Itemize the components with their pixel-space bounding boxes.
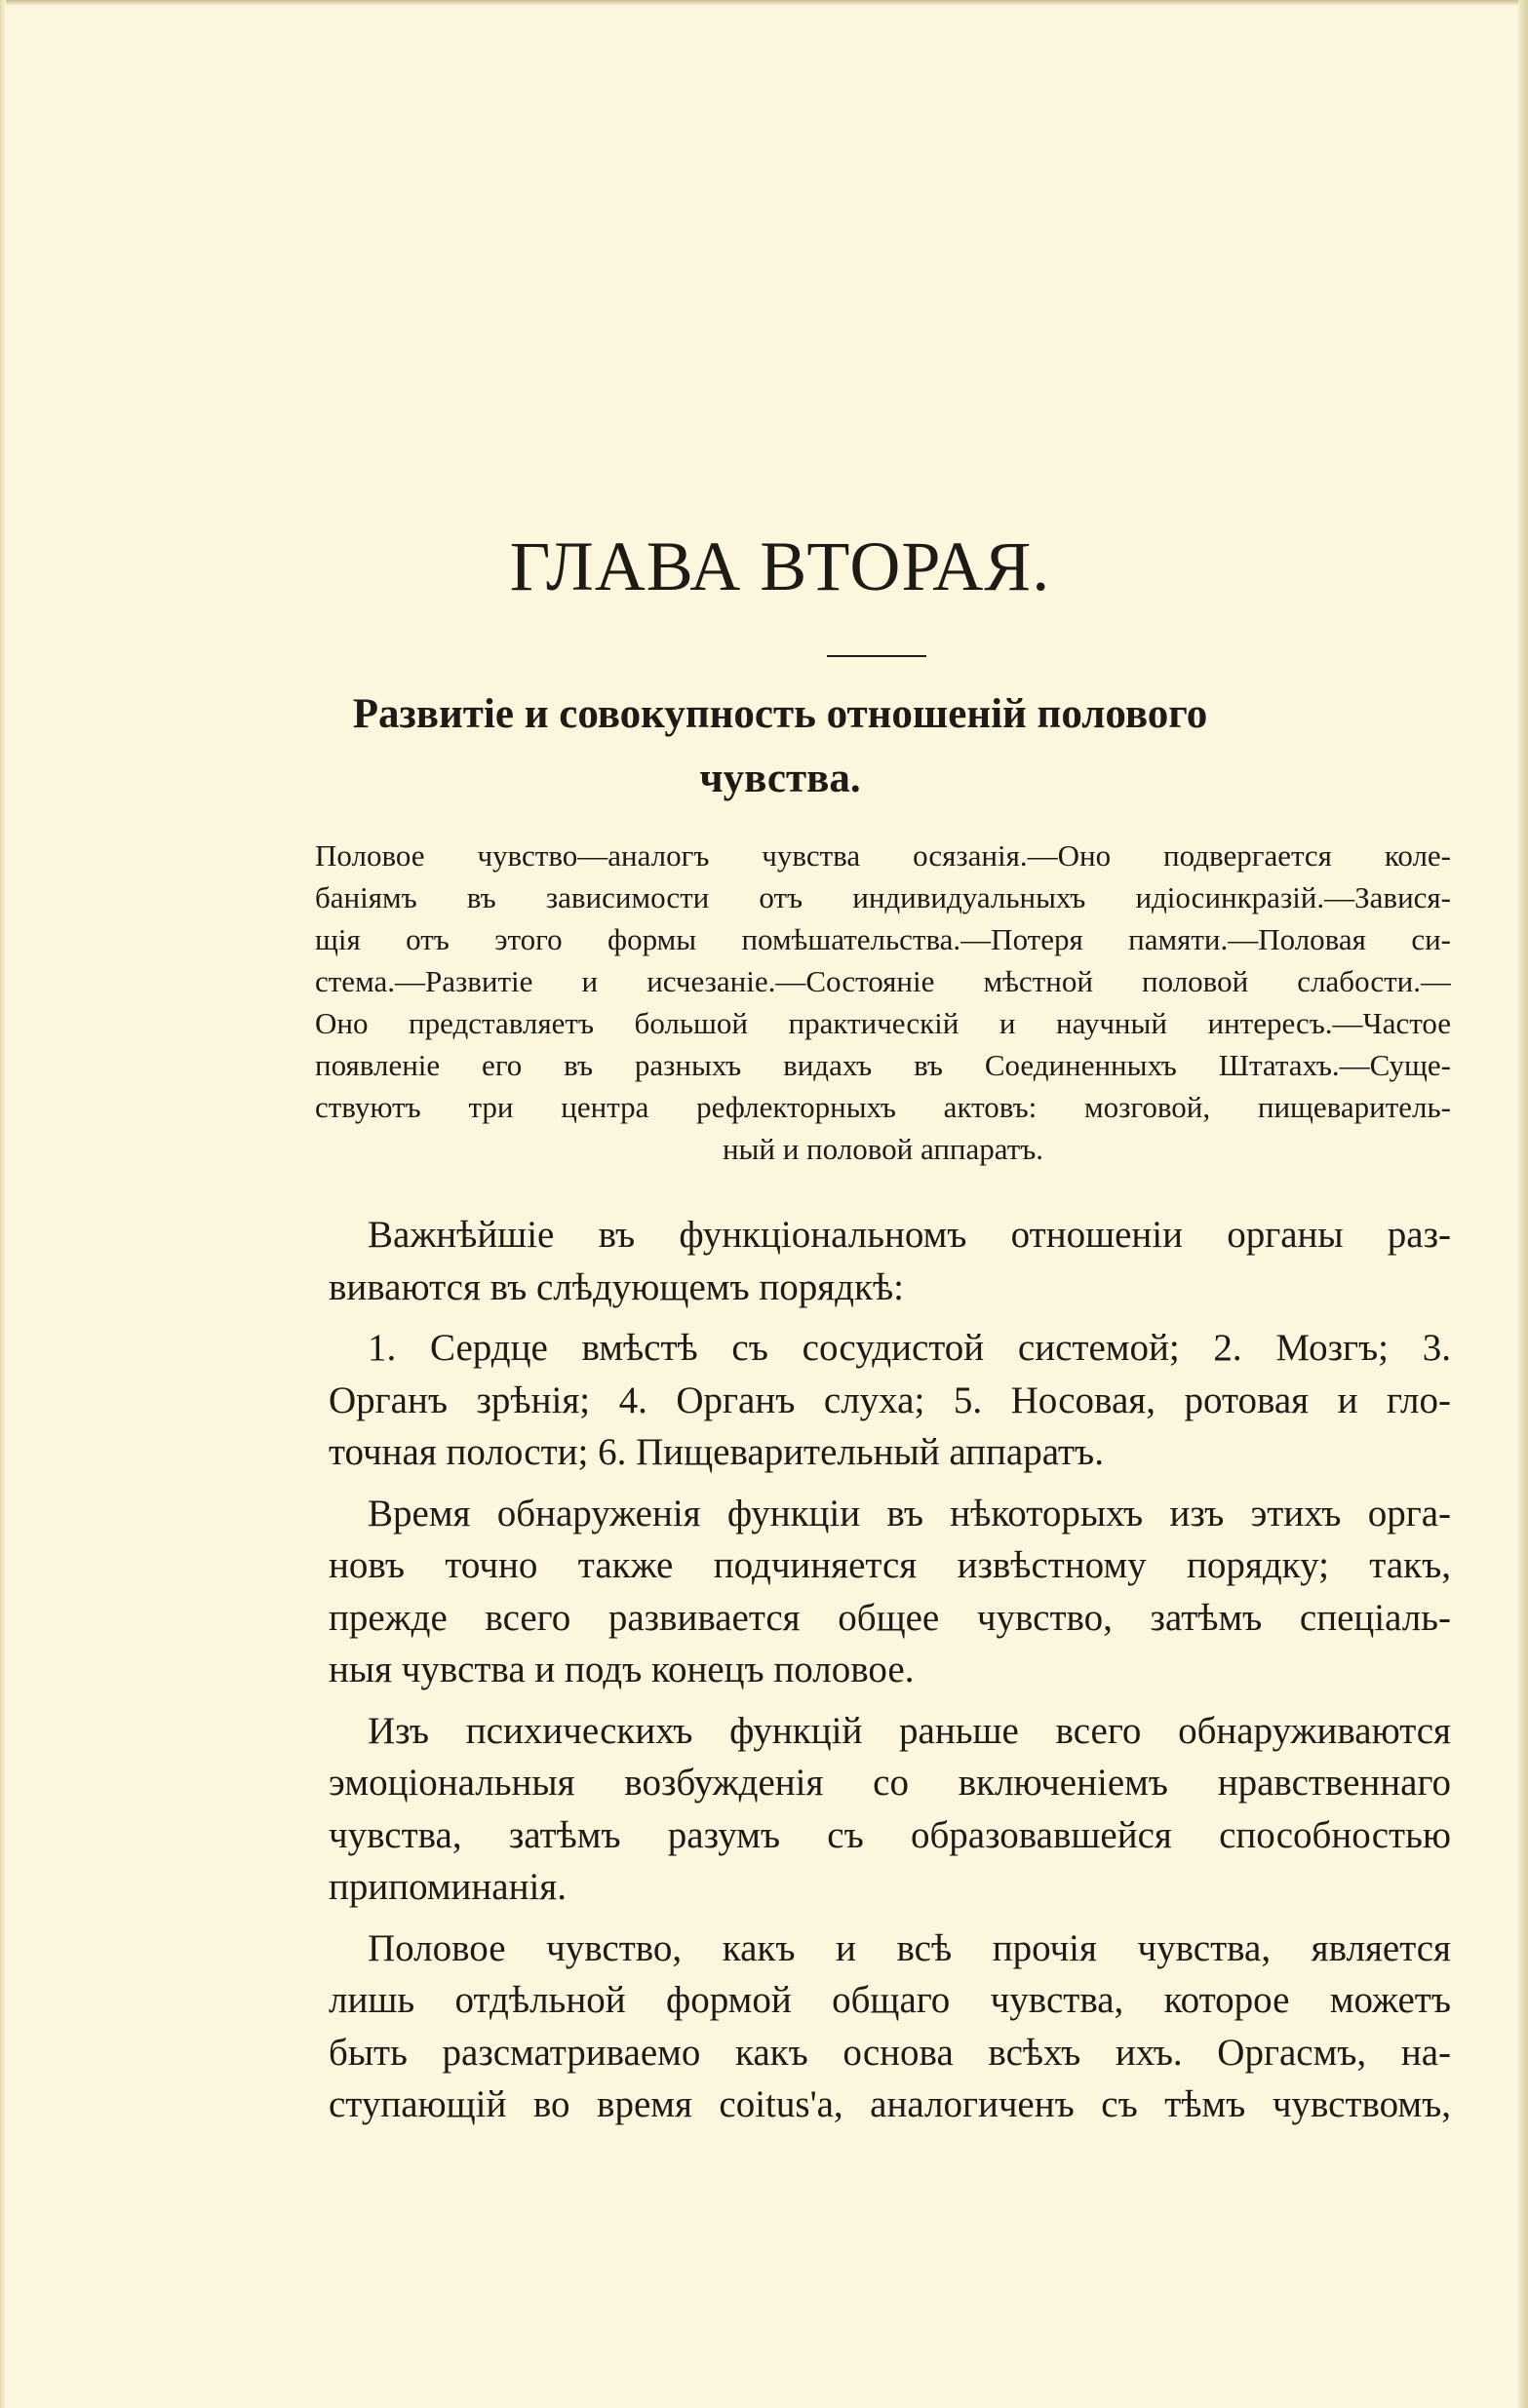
text-line: чувства, затѣмъ разумъ съ образовавшейся способностью [329,1813,1451,1856]
summary-line: Половое чувство—аналогъ чувства осязанія.—Оно подвергается коле- [315,838,1451,873]
summary-line: Оно представляетъ большой практическій и научный интересъ.—Частое [315,1006,1451,1040]
paragraph [329,1209,1451,1313]
text-line: Изъ психическихъ функцій раньше всего обнаруживаются [368,1709,1451,1752]
summary-line: появленіе его въ разныхъ видахъ въ Соединенныхъ Штатахъ.—Суще- [315,1048,1451,1082]
subtitle-line: чувства. [699,756,861,801]
paragraph [329,1322,1451,1479]
page-left-edge [0,0,6,2408]
summary-line: ствуютъ три центра рефлекторныхъ актовъ: мозговой, пищеваритель- [315,1090,1451,1124]
text-line: виваются въ слѣдующемъ порядкѣ: [329,1265,904,1308]
text-line: Половое чувство, какъ и всѣ прочія чувства, является [368,1926,1451,1969]
title-rule [827,655,926,657]
body-text [329,1209,1451,2140]
summary-line: стема.—Развитіе и исчезаніе.—Состояніе мѣстной половой слабости.— [315,964,1451,998]
summary-line: щія отъ этого формы помѣшательства.—Потеря памяти.—Половая си- [315,922,1451,956]
text-line: припоминанія. [329,1866,567,1908]
chapter-title: ГЛАВА ВТОРАЯ. [509,527,1051,605]
text-line: Время обнаруженія функціи въ нѣкоторыхъ изъ этихъ орга- [368,1492,1451,1534]
text-line: точная полости; 6. Пищеварительный аппаратъ. [329,1431,1104,1473]
chapter-summary [315,835,1451,1170]
chapter-subtitle [293,682,1268,811]
text-line: эмоціональныя возбужденія со включеніемъ нравственнаго [329,1762,1451,1804]
text-line: ныя чувства и подъ конецъ половое. [329,1649,915,1690]
paragraph [329,1923,1451,2131]
page-right-edge [1518,0,1528,2408]
paragraph [329,1488,1451,1696]
text-line: новъ точно также подчиняется извѣстному порядку; такъ, [329,1544,1451,1586]
subtitle-line: Развитіе и совокупность отношеній полового [352,691,1208,737]
text-line: ступающій во время coitus'а, аналогиченъ съ тѣмъ чувствомъ, [329,2083,1451,2125]
summary-line: баніямъ въ зависимости отъ индивидуальныхъ идіосинкразій.—Завися- [315,880,1451,914]
page-top-edge [0,0,1528,6]
text-line: лишь отдѣльной формой общаго чувства, которое можетъ [329,1979,1451,2021]
paragraph [329,1705,1451,1914]
summary-line: ный и половой аппаратъ. [722,1132,1044,1166]
text-line: Органъ зрѣнія; 4. Органъ слуха; 5. Носовая, ротовая и гло- [329,1379,1451,1421]
text-line: прежде всего развивается общее чувство, затѣмъ спеціаль- [329,1596,1451,1639]
text-line: Важнѣйшіе въ функціональномъ отношеніи органы раз- [368,1214,1451,1256]
text-line: 1. Сердце вмѣстѣ съ сосудистой системой; 2. Мозгъ; 3. [368,1327,1451,1369]
text-line: быть разсматриваемо какъ основа всѣхъ ихъ. Оргасмъ, на- [329,2031,1451,2074]
